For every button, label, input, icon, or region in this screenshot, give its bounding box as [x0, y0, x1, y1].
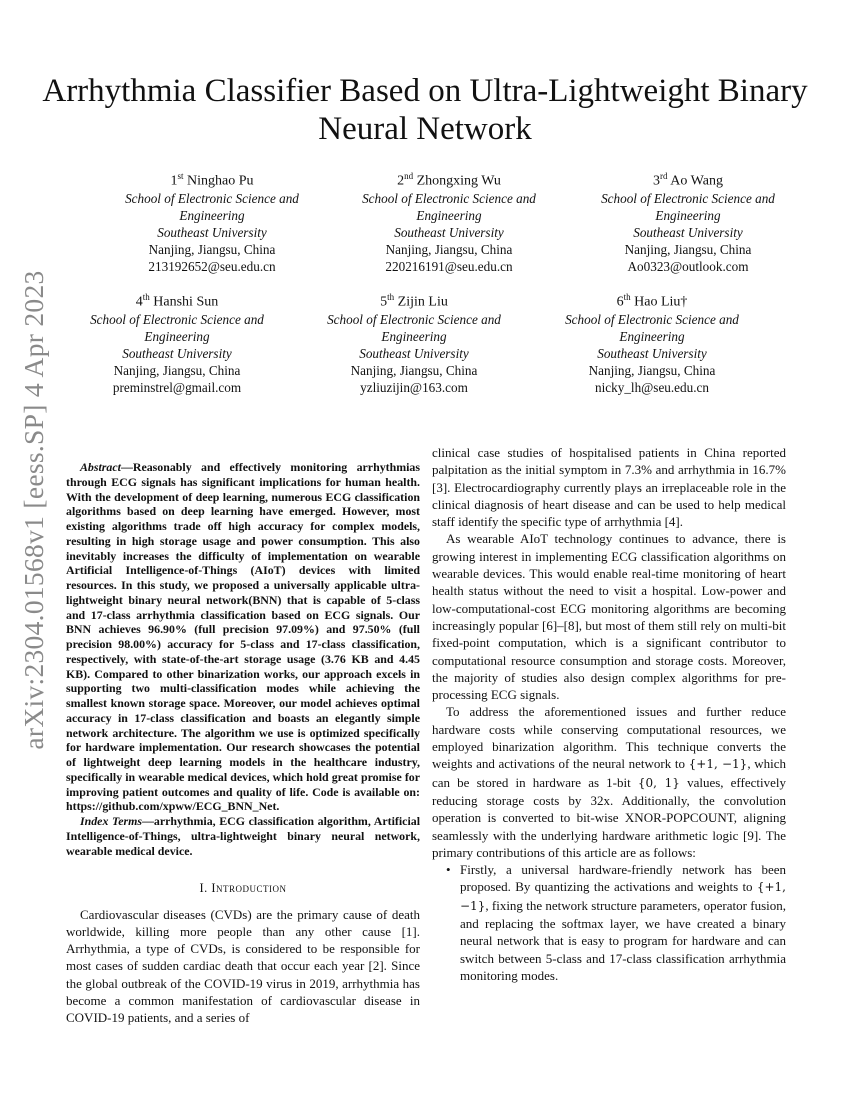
author-email: Ao0323@outlook.com — [627, 258, 749, 274]
author-name — [533, 289, 771, 311]
author-name-text: Hao Liu† — [634, 294, 688, 310]
p3-text-b: , which can be stored in hardware as 1-bit — [432, 756, 786, 790]
author-card — [58, 289, 296, 396]
author-card — [533, 289, 771, 396]
author-name — [295, 289, 533, 311]
index-terms-text: —arrhythmia, ECG classification algorithm, Artificial Intelligence-of-Things, ultra-lightweight binary neural network, wearable medical device. — [66, 814, 420, 858]
p3-text-a: To address the aforementioned issues and further reduce hardware costs while conserving computational resources, we employed binarization algorithm. This technique converts the weights and activations of the neural network to — [432, 704, 786, 772]
author-university: Southeast University — [157, 224, 267, 240]
intro-paragraph-1-continued: clinical case studies of hospitalised patients in China reported palpitation as the initial symptom in 7.3% and arrhythmia in 16.7% [3]. Electrocardiography currently plays an irreplaceable role in the clinical diagnosis of heart disease and can be used to help medical staff identify the specific type of arrhythmia [4]. — [432, 445, 786, 530]
author-university: Southeast University — [122, 345, 232, 361]
author-name-text: Ninghao Pu — [187, 173, 254, 189]
author-department: School of Electronic Science and — [90, 311, 264, 327]
author-department: School of Electronic Science and — [601, 190, 775, 206]
author-name — [330, 168, 568, 190]
arxiv-identifier-text: arXiv:2304.01568v1 [eess.SP] 4 Apr 2023 — [18, 270, 49, 750]
abstract-text: —Reasonably and effectively monitoring arrhythmias through ECG signals has significant implications for human health. With the development of deep learning, numerous ECG classification algorithms based on deep learning have emerged. However, most existing algorithms trade off high accuracy for complex models, resulting in high storage usage and power consumption. This also inevitably increases the difficulty of implementation on wearable Artificial Intelligence-of-Things (AIoT) devices with limited resources. In this study, we proposed a universally applicable ultra-lightweight binary neural network(BNN) that is capable of 5-class and 17-class arrhythmia classification based on ECG signals. Our BNN achieves 96.90% (full precision 97.09%) and 97.50% (full precision 98.00%) accuracy for 5-class and 17-class classification, respectively, with state-of-the-art storage usage (3.76 KB and 4.45 KB). Compared to other binarization works, our approach excels in supporting two multi-classification modes while achieving the smallest known storage space. Moreover, our model achieves optimal accuracy in 17-class classification and boasts an elegantly simple network architecture. The algorithm we use is optimized specifically for hardware implementation. Our research showcases the potential of lightweight deep learning models in the healthcare industry, specifically in wearable medical devices, which hold great promise for improving patient outcomes and quality of life. Code is available on: https://github.com/xpww/ECG_BNN_Net. — [66, 460, 420, 814]
author-card — [93, 168, 331, 275]
p3-text-c: values, effectively reducing storage costs by 32x. Additionally, the convolution operation is converted to bit-wise XNOR-POPCOUNT, aligning seamlessly with the underlying hardware arithmetic logic [9]. The primary contributions of this article are as follows: — [432, 774, 787, 860]
bullet1-text-b: , fixing the network structure parameters, operator fusion, and replacing the softmax layer, we have created a binary neural network that is easy to program for hardware and can switch between 5-class and 17-class classification arrhythmia monitoring modes. — [460, 897, 786, 983]
author-location: Nanjing, Jiangsu, China — [148, 241, 276, 257]
intro-paragraph-1: Cardiovascular diseases (CVDs) are the primary cause of death worldwide, killing more people than any other cause [1]. Arrhythmia, a type of CVDs, is considered to be responsible for most cases of sudden cardiac death that occur each year [2]. Since the global outbreak of the COVID-19 virus in 2019, arrhythmia has become a common manifestation of cardiovascular disease in COVID-19 patients, and a series of — [66, 906, 420, 1026]
intro-paragraph-2: As wearable AIoT technology continues to advance, there is growing interest in implementing ECG classification algorithms on wearable devices. This would enable real-time monitoring of heart health status without the need to visit a hospital. Low-power and low-computational-cost ECG monitoring algorithms are becoming increasingly popular [6]–[8], but most of them still rely on multi-bit fixed-point computation, which is a significant contributor to computational resource consumption and storage costs. Moreover, the majority of studies also design complex algorithms for pre-processing ECG signals. — [432, 531, 786, 703]
math-plus-minus-one: {+1, −1} — [460, 880, 786, 913]
right-column — [432, 444, 786, 984]
index-terms — [66, 814, 420, 858]
author-card — [330, 168, 568, 275]
author-email: nicky_lh@seu.edu.cn — [595, 379, 709, 395]
math-zero-one: {0, 1} — [637, 775, 680, 790]
intro-paragraph-3 — [432, 703, 786, 861]
author-name — [93, 168, 331, 190]
author-department: School of Electronic Science and — [565, 311, 739, 327]
bullet1-text-a: Firstly, a universal hardware-friendly network has been proposed. By quantizing the activations and weights to — [460, 862, 786, 895]
author-name — [58, 289, 296, 311]
abstract — [66, 460, 420, 814]
author-department-cont: Engineering — [655, 207, 721, 223]
author-ordinal: 3 — [653, 173, 661, 189]
author-department-cont: Engineering — [381, 328, 447, 344]
arxiv-identifier-stamp — [4, 270, 64, 750]
author-department-cont: Engineering — [619, 328, 685, 344]
paper-title-text: Arrhythmia Classifier Based on Ultra-Lightweight Binary Neural Network — [42, 73, 808, 147]
author-name-text: Zijin Liu — [397, 294, 448, 310]
author-university: Southeast University — [633, 224, 743, 240]
author-ordinal: 5 — [380, 294, 388, 310]
author-ordinal-suffix: th — [142, 292, 150, 302]
author-email: 220216191@seu.edu.cn — [385, 258, 513, 274]
author-name-text: Hanshi Sun — [153, 294, 219, 310]
author-department-cont: Engineering — [144, 328, 210, 344]
author-card — [569, 168, 807, 275]
author-department: School of Electronic Science and — [327, 311, 501, 327]
author-department-cont: Engineering — [416, 207, 482, 223]
author-university: Southeast University — [597, 345, 707, 361]
author-card — [295, 289, 533, 396]
author-ordinal: 6 — [616, 294, 624, 310]
author-name — [569, 168, 807, 190]
author-department-cont: Engineering — [179, 207, 245, 223]
author-ordinal-suffix: st — [177, 171, 184, 181]
contributions-list — [432, 861, 786, 984]
author-ordinal-suffix: th — [387, 292, 395, 302]
paper-title — [0, 72, 850, 148]
author-email: preminstrel@gmail.com — [112, 379, 242, 395]
author-university: Southeast University — [359, 345, 469, 361]
section-heading-introduction: I. Introduction — [199, 881, 287, 896]
author-email: 213192652@seu.edu.cn — [148, 258, 276, 274]
math-plus-minus-one: {+1, −1} — [688, 757, 748, 772]
author-department: School of Electronic Science and — [125, 190, 299, 206]
author-ordinal: 1 — [170, 173, 178, 189]
author-ordinal: 4 — [135, 294, 143, 310]
author-name-text: Zhongxing Wu — [416, 173, 501, 189]
author-ordinal: 2 — [397, 173, 405, 189]
author-location: Nanjing, Jiangsu, China — [385, 241, 513, 257]
abstract-label: Abstract — [80, 460, 121, 474]
index-terms-label: Index Terms — [80, 814, 142, 828]
author-email: yzliuzijin@163.com — [360, 379, 468, 395]
author-ordinal-suffix: nd — [404, 171, 414, 181]
author-location: Nanjing, Jiangsu, China — [350, 362, 478, 378]
author-location: Nanjing, Jiangsu, China — [588, 362, 716, 378]
author-ordinal-suffix: th — [623, 292, 631, 302]
author-university: Southeast University — [394, 224, 504, 240]
author-ordinal-suffix: rd — [660, 171, 668, 181]
contribution-item — [460, 861, 786, 984]
left-column — [66, 460, 420, 1027]
author-location: Nanjing, Jiangsu, China — [113, 362, 241, 378]
author-department: School of Electronic Science and — [362, 190, 536, 206]
author-location: Nanjing, Jiangsu, China — [624, 241, 752, 257]
author-name-text: Ao Wang — [670, 173, 723, 189]
